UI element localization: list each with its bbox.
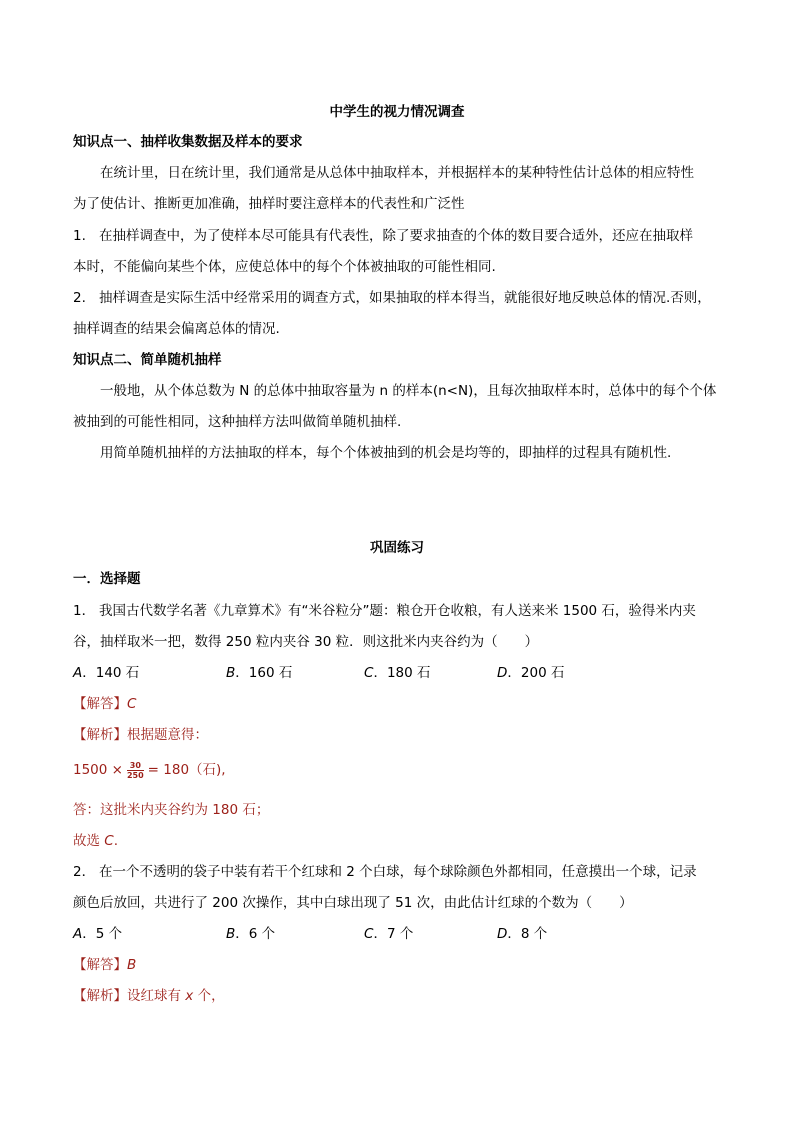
q2-answer [73, 955, 136, 975]
q1-option-c: C．180 石 [364, 665, 431, 681]
q1-calc-right: = 180（石), [147, 762, 226, 778]
kp2-paragraph1-line2: 被抽到的可能性相同，这种抽样方法叫做简单随机抽样. [73, 414, 402, 430]
q1-answer-value: C [127, 696, 137, 712]
q2-line1 [73, 862, 697, 882]
q1-option-b-text: 160 石 [248, 665, 293, 681]
q2-analysis-post: 个， [193, 988, 225, 1004]
kp1-paragraph-line2: 为了使估计、推断更加准确，抽样时要注意样本的代表性和广泛性 [73, 196, 465, 212]
q2-option-a: A．5 个 [73, 926, 123, 942]
section-heading: 一．选择题 [73, 571, 141, 587]
q1-answer-label: 【解答】 [73, 696, 127, 712]
q1-answer [73, 694, 136, 714]
q1-option-a-letter: A [73, 665, 83, 681]
q1-analysis-label: 【解析】 [73, 727, 127, 743]
kp1-item1-line2: 本时，不能偏向某些个体，应使总体中的每个个体被抽取的可能性相同. [73, 259, 496, 275]
kp2-paragraph2: 用简单随机抽样的方法抽取的样本，每个个体被抽到的机会是均等的，即抽样的过程具有随机性. [100, 445, 672, 461]
q1-option-d-letter: D [497, 665, 508, 681]
q1-option-a-text: 140 石 [95, 665, 140, 681]
q2-option-d-text: 8 个 [520, 926, 548, 942]
q1-line2: 谷，抽样取米一把，数得 250 粒内夹谷 30 粒．则这批米内夹谷约为（ ） [73, 634, 539, 650]
q2-option-b: B．6 个 [226, 926, 276, 942]
q1-fraction-numerator: 30 [127, 761, 144, 771]
q2-line2: 颜色后放回，共进行了 200 次操作，其中白球出现了 51 次，由此估计红球的个数为（ ） [73, 895, 633, 911]
q1-choice-text: 故选 [73, 833, 105, 849]
kp1-item1-number: 1. [73, 228, 86, 244]
q1-number: 1． [73, 603, 96, 619]
q1-choice-letter: C [104, 833, 114, 849]
kp1-heading: 知识点一、抽样收集数据及样本的要求 [73, 134, 303, 150]
q1-choice [73, 831, 118, 851]
q1-analysis-text: 根据题意得： [127, 727, 208, 743]
kp1-item2-text: 抽样调查是实际生活中经常采用的调查方式，如果抽取的样本得当，就能很好地反映总体的情况.否则， [99, 290, 711, 306]
q2-option-c-text: 7 个 [386, 926, 414, 942]
q1-option-c-letter: C [364, 665, 374, 681]
q2-text: 在一个不透明的袋子中装有若干个红球和 2 个白球，每个球除颜色外都相同，任意摸出一个球，记录 [99, 864, 697, 880]
q1-option-b: B．160 石 [226, 665, 293, 681]
q1-option-d-text: 200 石 [520, 665, 565, 681]
q2-option-d: D．8 个 [497, 926, 548, 942]
q1-fraction [127, 761, 144, 780]
q1-option-a: A．140 石 [73, 665, 140, 681]
q2-option-c-letter: C [364, 926, 374, 942]
q1-choice-end: . [113, 833, 119, 849]
q1-analysis [73, 725, 208, 745]
q2-option-b-text: 6 个 [248, 926, 276, 942]
q2-option-b-letter: B [226, 926, 236, 942]
q2-option-d-letter: D [497, 926, 508, 942]
practice-title: 巩固练习 [370, 540, 424, 556]
q2-option-a-text: 5 个 [95, 926, 123, 942]
kp1-item1-line1 [73, 226, 693, 246]
q2-option-c: C．7 个 [364, 926, 414, 942]
q1-option-b-letter: B [226, 665, 236, 681]
kp1-item2-line2: 抽样调查的结果会偏离总体的情况. [73, 321, 280, 337]
q1-calc-left: 1500 × [73, 762, 123, 778]
q1-fraction-denominator: 250 [126, 770, 144, 780]
q1-line1 [73, 601, 696, 621]
q2-analysis-label: 【解析】 [73, 988, 127, 1004]
kp1-item2-line1 [73, 288, 711, 308]
q2-option-a-letter: A [73, 926, 83, 942]
page-title: 中学生的视力情况调查 [329, 104, 465, 120]
q1-option-d: D．200 石 [497, 665, 565, 681]
q1-conclusion: 答：这批米内夹谷约为 180 石； [73, 802, 270, 818]
q2-analysis [73, 986, 225, 1006]
kp2-heading: 知识点二、简单随机抽样 [73, 352, 222, 368]
q1-calculation [73, 758, 226, 782]
q2-answer-label: 【解答】 [73, 957, 127, 973]
q2-number: 2． [73, 864, 96, 880]
kp2-paragraph1-line1: 一般地，从个体总数为 N 的总体中抽取容量为 n 的样本(n<N)，且每次抽取样本时，总体中的每个个体 [100, 383, 717, 399]
q2-answer-value: B [127, 957, 137, 973]
q2-analysis-pre: 设红球有 [127, 988, 186, 1004]
kp1-paragraph-line1: 在统计里，日在统计里，我们通常是从总体中抽取样本，并根据样本的某种特性估计总体的相应特性 [100, 165, 694, 181]
q1-option-c-text: 180 石 [386, 665, 431, 681]
kp1-item1-text: 在抽样调查中，为了使样本尽可能具有代表性，除了要求抽查的个体的数目要合适外，还应在抽取样 [99, 228, 693, 244]
kp1-item2-number: 2. [73, 290, 86, 306]
q1-text: 我国古代数学名著《九章算术》有“米谷粒分”题：粮仓开仓收粮，有人送来米 1500 石，验得米内夹 [99, 603, 696, 619]
q2-analysis-variable: x [185, 988, 194, 1004]
